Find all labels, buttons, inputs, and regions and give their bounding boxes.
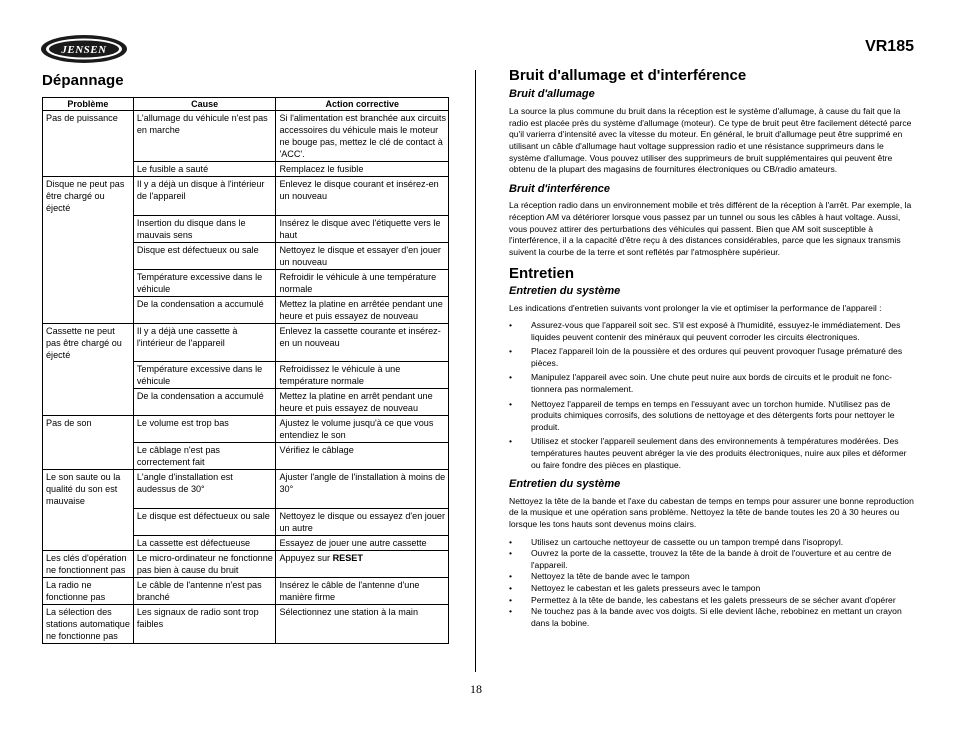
- table-row: [43, 323, 449, 362]
- problem-cell: [43, 242, 134, 269]
- action-cell: Nettoyez le disque ou essayez d'en jouer un autre: [276, 508, 449, 535]
- maintenance-intro: Les indications d'entretien suivants vont prolonger la vie et optimiser la performance de l'appareil :: [509, 302, 882, 313]
- list-item: • Ne touchez pas à la bande avec vos doigts. Si elle devient lâche, rebobinez en mettant un crayon dans la bobine.: [509, 606, 914, 629]
- column-divider: [475, 70, 476, 672]
- list-item: • Permettez à la tête de bande, les cabestans et les galets presseurs de se sécher avant d'opérer: [509, 595, 914, 607]
- list-item: • Nettoyez la tête de bande avec le tampon: [509, 571, 914, 583]
- action-cell: Remplacez le fusible: [276, 162, 449, 177]
- cause-cell: Il y a déjà une cassette à l'intérieur de l'appareil: [133, 323, 276, 362]
- action-cell: [276, 550, 449, 577]
- problem-cell: [43, 362, 134, 389]
- interference-paragraph: La réception radio dans un environnement mobile et très différent de la réception à l'arrêt. Par exemple, la réception AM va détériorer lorsque vous passez par un tunnel ou sous les câbles à haut voltage. Aussi, vous pouvez attirer des perturbations des véhicules qui passent. Bien que AM soit susceptible à l'interférence, il a la capacité d'être reçu à des distances considérables, parce que les signaux transmis suivent la courbe de la terre et sont reflétés par l'atmosphère supérieur.: [509, 200, 912, 257]
- table-row: [43, 242, 449, 269]
- cause-cell: Le micro-ordinateur ne fonctionne pas bien à cause du bruit: [133, 550, 276, 577]
- cause-cell: L'allumage du véhicule n'est pas en marche: [133, 111, 276, 162]
- problem-cell: [43, 162, 134, 177]
- action-cell: Mettez la platine en arrêtée pendant une heure et puis essayez de nouveau: [276, 296, 449, 323]
- action-cell: Essayez de jouer une autre cassette: [276, 535, 449, 550]
- table-row: [43, 177, 449, 216]
- table-row: [43, 604, 449, 643]
- cause-cell: Température excessive dans le véhicule: [133, 362, 276, 389]
- problem-cell: [43, 508, 134, 535]
- header-problem: Problème: [43, 98, 134, 111]
- problem-cell: Le son saute ou la qualité du son est mauvaise: [43, 470, 134, 509]
- problem-cell: [43, 535, 134, 550]
- list-item: • Placez l'appareil loin de la poussière et des ordures qui peuvent provoquer l'usage prématuré des pièces.: [509, 346, 914, 369]
- list-item: • Ouvrez la porte de la cassette, trouvez la tête de la bande à droit de l'ouverture et au centre de l'appareil.: [509, 548, 914, 571]
- table-row: [43, 389, 449, 416]
- problem-cell: Les clés d'opération ne fonctionnent pas: [43, 550, 134, 577]
- action-cell: Refroidir le véhicule à une température normale: [276, 269, 449, 296]
- system-maintenance-subtitle: Entretien du système: [509, 284, 621, 297]
- action-cell: Mettez la platine en arrêt pendant une heure et puis essayez de nouveau: [276, 389, 449, 416]
- ignition-noise-subtitle: Bruit d'allumage: [509, 87, 595, 100]
- right-column: [509, 67, 914, 629]
- svg-text:JENSEN: JENSEN: [61, 44, 107, 56]
- action-cell: Enlevez le disque courant et insérez-en un nouveau: [276, 177, 449, 216]
- cause-cell: Température excessive dans le véhicule: [133, 269, 276, 296]
- cause-cell: Le fusible a sauté: [133, 162, 276, 177]
- action-cell: Ajuster l'angle de l'installation à moins de 30°: [276, 470, 449, 509]
- maintenance-title: Entretien: [509, 265, 575, 283]
- table-row: [43, 362, 449, 389]
- jensen-logo: [40, 34, 128, 64]
- table-row: [43, 416, 449, 443]
- noise-section-title: Bruit d'allumage et d'interférence: [509, 67, 747, 84]
- problem-cell: [43, 269, 134, 296]
- cause-cell: Il y a déjà un disque à l'intérieur de l'appareil: [133, 177, 276, 216]
- interference-subtitle: Bruit d'interférence: [509, 182, 611, 195]
- problem-cell: [43, 443, 134, 470]
- problem-cell: Disque ne peut pas être chargé ou éjecté: [43, 177, 134, 216]
- tape-maintenance-subtitle: Entretien du système: [509, 478, 621, 491]
- action-cell: Sélectionnez une station à la main: [276, 604, 449, 643]
- problem-cell: La radio ne fonctionne pas: [43, 577, 134, 604]
- table-row: [43, 162, 449, 177]
- list-item: • Utilisez un cartouche nettoyeur de cassette ou un tampon trempé dans l'isopropyl.: [509, 537, 914, 549]
- problem-cell: Cassette ne peut pas être chargé ou éjecté: [43, 323, 134, 362]
- tape-cleaning-list: [509, 537, 914, 630]
- list-item: • Manipulez l'appareil avec soin. Une chute peut nuire aux bords de circuits et le produit ne fonc-tionnera pas normalement.: [509, 372, 914, 395]
- cause-cell: Les signaux de radio sont trop faibles: [133, 604, 276, 643]
- list-item: • Assurez-vous que l'appareil soit sec. S'il est exposé à l'humidité, essuyez-le immédiatement. Des liquides peuvent contenir des minéraux qui peuvent corroder les circuits électroniques.: [509, 320, 914, 343]
- troubleshooting-title: Dépannage: [42, 72, 124, 89]
- table-header-row: [43, 98, 449, 111]
- action-text: Appuyez sur: [279, 552, 333, 563]
- table-row: [43, 269, 449, 296]
- cause-cell: Le câble de l'antenne n'est pas branché: [133, 577, 276, 604]
- action-cell: Refroidissez le véhicule à une température normale: [276, 362, 449, 389]
- header-action: Action corrective: [276, 98, 449, 111]
- table-row: [43, 550, 449, 577]
- list-item: • Utilisez et stocker l'appareil seulement dans des environnements à températures modérées. Des températures hautes peuvent abréger la vie des produits électroniques, nuire aux piles et déformer ou faire fondre des pièces en plastique.: [509, 436, 914, 471]
- action-cell: Insérez le câble de l'antenne d'une manière firme: [276, 577, 449, 604]
- cause-cell: Insertion du disque dans le mauvais sens: [133, 215, 276, 242]
- table-row: [43, 508, 449, 535]
- model-number: VR185: [865, 38, 914, 55]
- action-cell: Si l'alimentation est branchée aux circuits accessoires du véhicule mais le moteur ne bouge pas, mettez le clé de contact à 'ACC'.: [276, 111, 449, 162]
- list-item: • Nettoyez l'appareil de temps en temps en l'essuyant avec un torchon humide. N'utilisez pas de produits chimiques corrosifs, des solutions de nettoyage et des détergents forts pour nettoyer le produit.: [509, 399, 914, 434]
- cause-cell: De la condensation a accumulé: [133, 389, 276, 416]
- cause-cell: L'angle d'installation est audessus de 30°: [133, 470, 276, 509]
- cause-cell: Le disque est défectueux ou sale: [133, 508, 276, 535]
- problem-cell: [43, 296, 134, 323]
- table-row: [43, 215, 449, 242]
- troubleshooting-table: [42, 97, 449, 644]
- tape-maintenance-paragraph: Nettoyez la tête de la bande et l'axe du cabestan de temps en temps pour assurer une bonne reproduction de la musique et une opération sans problème. Nettoyez la tête de bande toutes les 20 à 30 heures ou lorsque les tons hauts sont devenus moins clairs.: [509, 495, 914, 529]
- table-row: [43, 577, 449, 604]
- action-cell: Vérifiez le câblage: [276, 443, 449, 470]
- problem-cell: Pas de son: [43, 416, 134, 443]
- action-cell: Enlevez la cassette courante et insérez-en un nouveau: [276, 323, 449, 362]
- list-item: • Nettoyez le cabestan et les galets presseurs avec le tampon: [509, 583, 914, 595]
- reset-key-label: RESET: [332, 552, 363, 563]
- page-number: 18: [470, 682, 482, 696]
- maintenance-list: [509, 320, 914, 471]
- problem-cell: [43, 215, 134, 242]
- table-row: [43, 296, 449, 323]
- problem-cell: [43, 389, 134, 416]
- action-cell: Insérez le disque avec l'étiquette vers le haut: [276, 215, 449, 242]
- cause-cell: De la condensation a accumulé: [133, 296, 276, 323]
- ignition-noise-paragraph: La source la plus commune du bruit dans la réception est le système d'allumage, à cause du fait que la radio est placée près du système d'allumage (moteur). Ce type de bruit peut être facilement détecté parce qu'il varierra d'intensité avec la vitesse du moteur. En général, le bruit d'allumage peut être supprimé en utilisant un câble d'allumage haut voltage suppression radio et une résistance supprimeurs dans le système d'allumage. Vous pouvez utiliser des supprimeurs de bruit supplémentaires qui peuvent être obtenu de la plupart des magasins de fournitures électroniques ou CB/radio amateurs.: [509, 106, 912, 175]
- table-row: [43, 470, 449, 509]
- cause-cell: Le câblage n'est pas correctement fait: [133, 443, 276, 470]
- action-cell: Nettoyez le disque et essayer d'en jouer un nouveau: [276, 242, 449, 269]
- header-cause: Cause: [133, 98, 276, 111]
- table-row: [43, 111, 449, 162]
- problem-cell: Pas de puissance: [43, 111, 134, 162]
- action-cell: Ajustez le volume jusqu'à ce que vous entendiez le son: [276, 416, 449, 443]
- table-row: [43, 443, 449, 470]
- cause-cell: Disque est défectueux ou sale: [133, 242, 276, 269]
- cause-cell: Le volume est trop bas: [133, 416, 276, 443]
- troubleshooting-section: [42, 72, 450, 644]
- table-row: [43, 535, 449, 550]
- problem-cell: La sélection des stations automatique ne fonctionne pas: [43, 604, 134, 643]
- cause-cell: La cassette est défectueuse: [133, 535, 276, 550]
